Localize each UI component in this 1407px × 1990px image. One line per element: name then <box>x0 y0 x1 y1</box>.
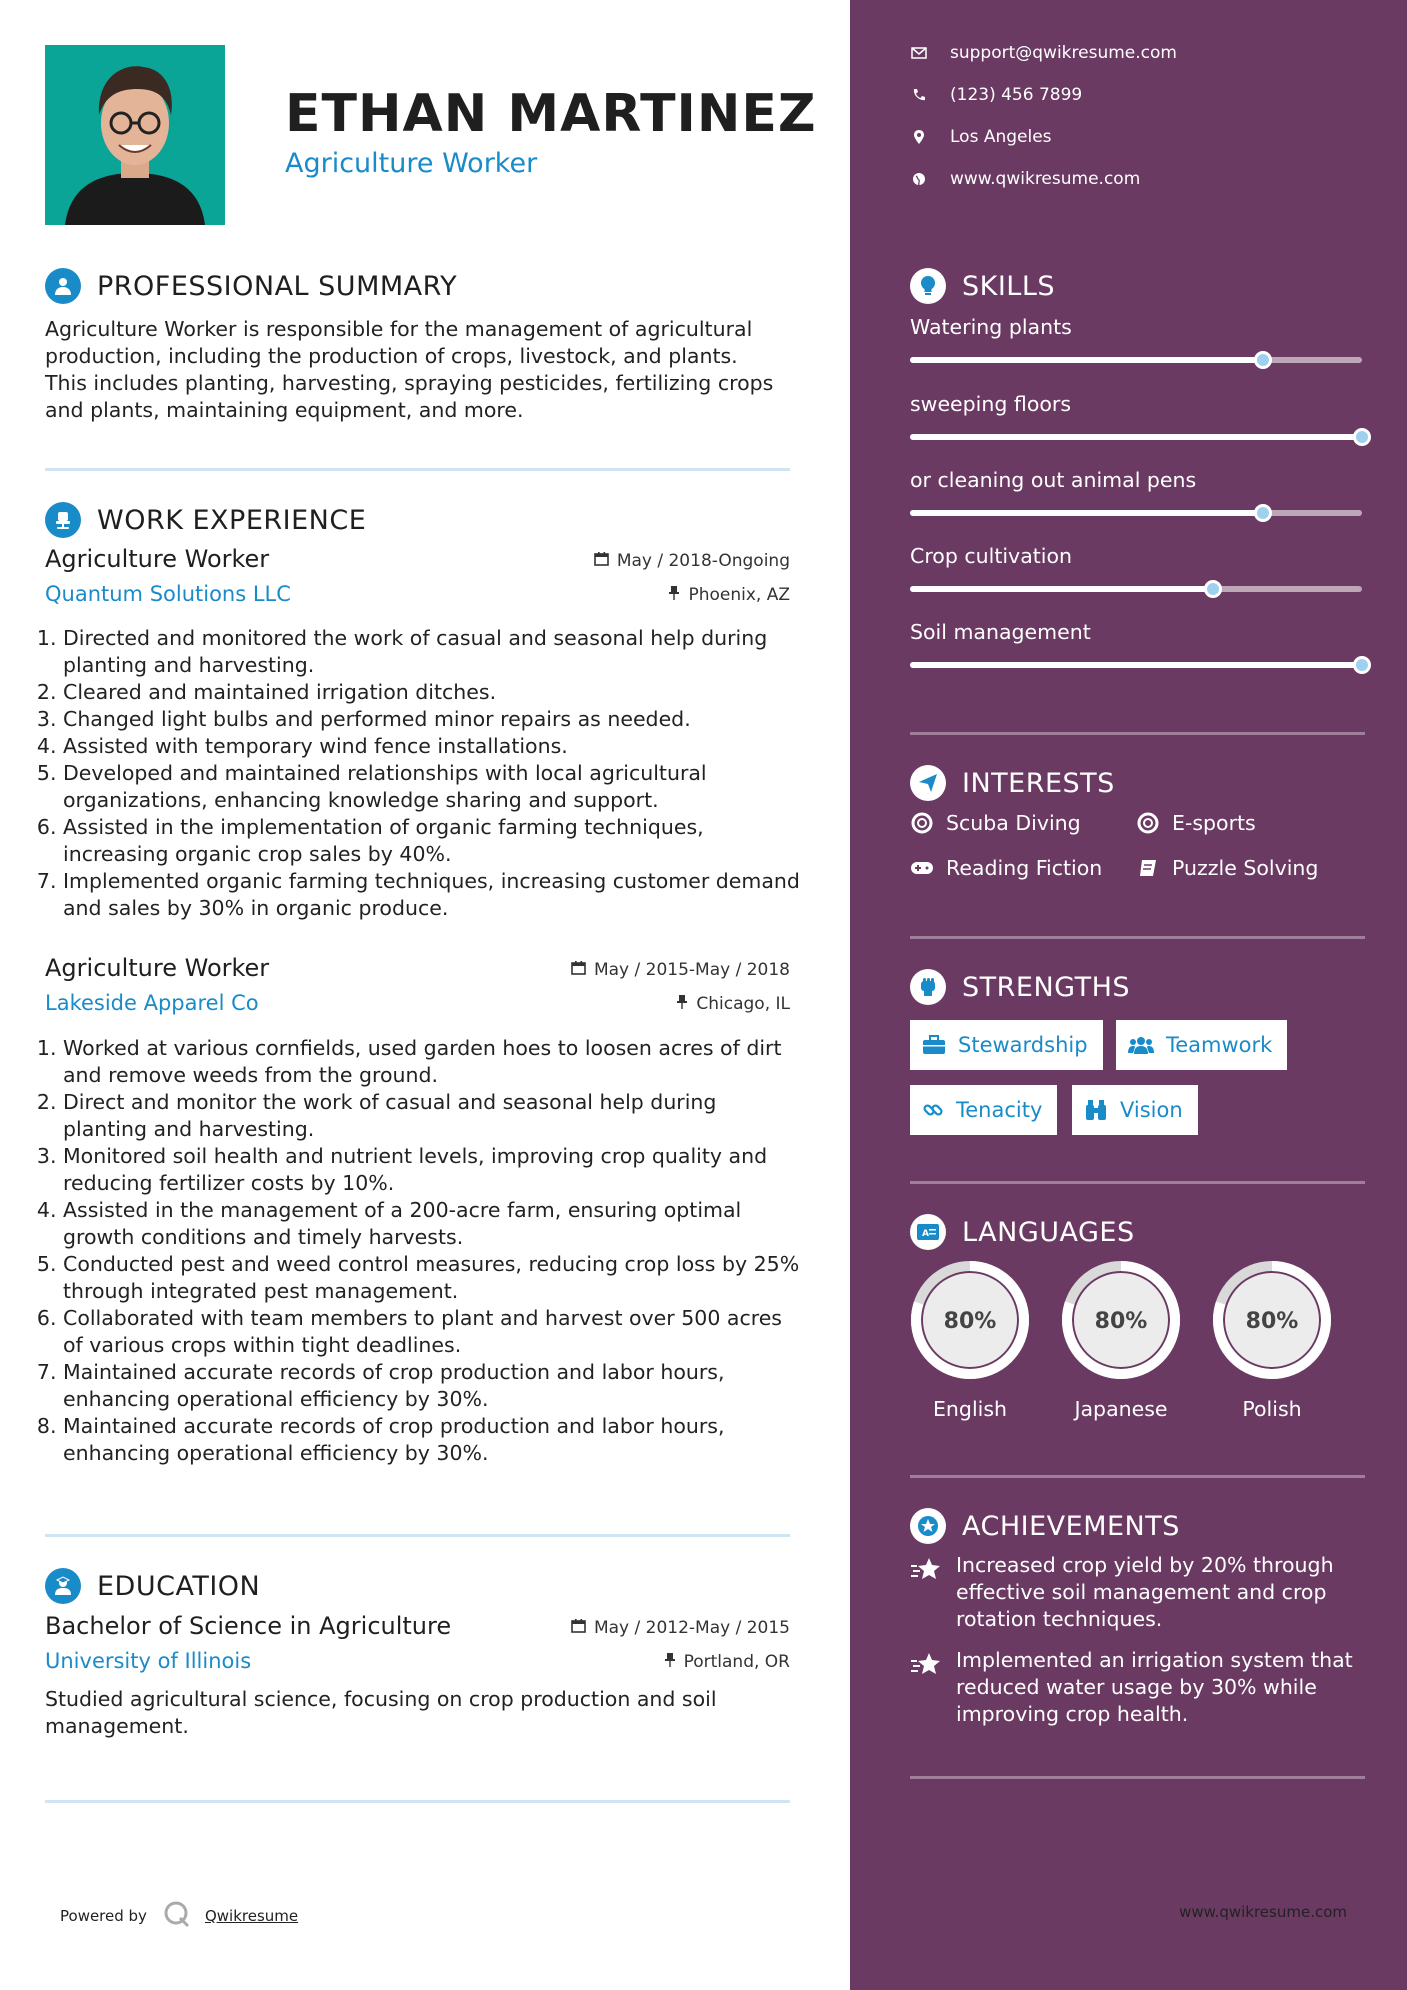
language-name: English <box>932 1397 1008 1421</box>
skill-bar-knob <box>1204 580 1222 598</box>
job-date <box>571 960 790 980</box>
phone-icon <box>910 88 928 102</box>
skill-bar-fill <box>910 357 1263 363</box>
powered-by-label: Powered by <box>60 1907 147 1925</box>
job-location-text: Chicago, IL <box>696 994 790 1014</box>
job-location <box>676 994 790 1014</box>
experience-heading: WORK EXPERIENCE <box>97 504 367 536</box>
interest-item <box>1136 856 1318 880</box>
book-icon <box>1136 858 1160 878</box>
skill-bar-knob <box>1353 656 1371 674</box>
education-date-text: May / 2012-May / 2015 <box>593 1618 790 1638</box>
list-item: 6. Collaborated with team members to plant and harvest over 500 acres of various crops within tight deadlines. <box>63 1305 805 1359</box>
list-item: 1. Directed and monitored the work of casual and seasonal help during planting and harvesting. <box>63 625 805 679</box>
list-item: 8. Maintained accurate records of crop production and labor hours, enhancing operational efficiency by 30%. <box>63 1413 805 1467</box>
contact-website-text[interactable]: www.qwikresume.com <box>950 169 1141 189</box>
office-chair-icon <box>45 502 81 538</box>
section-divider <box>45 1534 790 1537</box>
job-date <box>594 551 790 571</box>
languages-heading: LANGUAGES <box>962 1216 1135 1248</box>
job-date-text: May / 2015-May / 2018 <box>593 960 790 980</box>
contact-website <box>910 169 1140 189</box>
skill-bar <box>910 586 1362 592</box>
contact-email <box>910 43 1177 63</box>
achievement-item <box>910 1647 1370 1728</box>
list-item: 4. Assisted in the management of a 200-acre farm, ensuring optimal growth conditions and timely harvests. <box>63 1197 805 1251</box>
link-icon <box>922 1099 944 1121</box>
language-progress-ring <box>909 1259 1031 1381</box>
life-ring-icon <box>1136 812 1160 834</box>
section-divider <box>910 936 1365 939</box>
skill-bar <box>910 357 1362 363</box>
skill-name: or cleaning out animal pens <box>910 468 1197 492</box>
envelope-icon <box>910 47 928 59</box>
skill-bar-fill <box>910 510 1263 516</box>
svg-text:A: A <box>922 1229 929 1239</box>
list-item: 2. Direct and monitor the work of casual and seasonal help during planting and harvesting. <box>63 1089 805 1143</box>
list-item: 7. Maintained accurate records of crop production and labor hours, enhancing operational efficiency by 30%. <box>63 1359 805 1413</box>
job-date-text: May / 2018-Ongoing <box>616 551 790 571</box>
skill-name: sweeping floors <box>910 392 1072 416</box>
gamepad-icon <box>910 860 934 876</box>
interest-item <box>910 811 1081 835</box>
education-heading: EDUCATION <box>97 1570 261 1602</box>
strength-label: Tenacity <box>956 1098 1043 1122</box>
language-percent: 80% <box>1094 1309 1148 1334</box>
skills-header <box>910 266 1055 306</box>
strength-tag <box>1116 1020 1287 1070</box>
skill-bar <box>910 434 1362 440</box>
language-percent: 80% <box>1245 1309 1299 1334</box>
skills-heading: SKILLS <box>962 270 1056 302</box>
list-item: 3. Monitored soil health and nutrient levels, improving crop quality and reducing fertilizer costs by 10%. <box>63 1143 805 1197</box>
job-company: Quantum Solutions LLC <box>45 582 291 606</box>
pin-icon <box>668 585 680 605</box>
strength-label: Stewardship <box>958 1033 1088 1057</box>
qwikresume-logo-icon <box>163 1900 191 1932</box>
education-location-text: Portland, OR <box>683 1652 790 1672</box>
skill-item <box>910 544 1365 568</box>
strengths-heading: STRENGTHS <box>962 971 1131 1003</box>
achievement-text: Implemented an irrigation system that reduced water usage by 30% while improving crop health. <box>956 1648 1353 1726</box>
education-header <box>45 1566 260 1606</box>
strengths-header <box>910 967 1130 1007</box>
interest-label: E-sports <box>1172 811 1256 835</box>
shooting-star-icon <box>910 1647 942 1728</box>
list-item: 1. Worked at various cornfields, used garden hoes to loosen acres of dirt and remove weeds from the ground. <box>63 1035 805 1089</box>
education-date <box>571 1618 790 1638</box>
interests-header <box>910 763 1115 803</box>
graduate-icon <box>45 1568 81 1604</box>
strength-label: Vision <box>1120 1098 1183 1122</box>
candidate-title: Agriculture Worker <box>285 148 538 179</box>
list-item: 3. Changed light bulbs and performed minor repairs as needed. <box>63 706 805 733</box>
skill-item <box>910 315 1365 339</box>
job-bullets <box>45 1035 805 1467</box>
education-entry <box>45 1612 790 1752</box>
skill-item <box>910 392 1365 416</box>
section-divider <box>45 468 790 471</box>
candidate-name: ETHAN MARTINEZ <box>285 84 817 144</box>
job-location-text: Phoenix, AZ <box>688 585 790 605</box>
achievements-header <box>910 1506 1180 1546</box>
language-item <box>1211 1259 1333 1421</box>
interest-item <box>1136 811 1256 835</box>
profile-photo <box>45 45 225 225</box>
section-divider <box>910 1475 1365 1478</box>
skill-bar-knob <box>1254 504 1272 522</box>
interest-label: Puzzle Solving <box>1172 856 1319 880</box>
skill-name: Soil management <box>910 620 1091 644</box>
education-description: Studied agricultural science, focusing on crop production and soil management. <box>45 1687 717 1738</box>
contact-email-text[interactable]: support@qwikresume.com <box>950 43 1177 63</box>
calendar-icon <box>571 1618 586 1638</box>
life-ring-icon <box>910 812 934 834</box>
achievement-text: Increased crop yield by 20% through effective soil management and crop rotation techniques. <box>956 1553 1334 1631</box>
pin-icon <box>676 994 688 1014</box>
powered-by <box>60 1900 298 1932</box>
binoculars-icon <box>1084 1099 1108 1121</box>
job-entry <box>45 545 800 925</box>
skill-bar-fill <box>910 662 1362 668</box>
achievements-heading: ACHIEVEMENTS <box>962 1510 1180 1542</box>
summary-heading: PROFESSIONAL SUMMARY <box>97 270 458 302</box>
language-card-icon <box>910 1214 946 1250</box>
job-company: Lakeside Apparel Co <box>45 991 259 1015</box>
skill-item <box>910 620 1365 644</box>
school: University of Illinois <box>45 1649 252 1673</box>
skill-bar <box>910 662 1362 668</box>
language-progress-ring <box>1211 1259 1333 1381</box>
job-title: Agriculture Worker <box>45 954 270 982</box>
interest-item <box>910 856 1102 880</box>
section-divider <box>910 1181 1365 1184</box>
degree: Bachelor of Science in Agriculture <box>45 1612 452 1640</box>
list-item: 7. Implemented organic farming techniques, increasing customer demand and sales by 30% in organic produce. <box>63 868 805 922</box>
language-item <box>1060 1259 1182 1421</box>
section-divider <box>910 732 1365 735</box>
contact-phone-text: (123) 456 7899 <box>950 85 1083 105</box>
job-location <box>668 585 790 605</box>
shooting-star-icon <box>910 1552 942 1633</box>
interest-label: Reading Fiction <box>946 856 1103 880</box>
interests-heading: INTERESTS <box>962 767 1115 799</box>
qwikresume-link[interactable]: Qwikresume <box>204 1907 299 1925</box>
user-icon <box>45 268 81 304</box>
experience-header <box>45 500 366 540</box>
language-progress-ring <box>1060 1259 1182 1381</box>
languages-header <box>910 1212 1135 1252</box>
strength-tag <box>1072 1085 1198 1135</box>
language-percent: 80% <box>943 1309 997 1334</box>
list-item: 2. Cleared and maintained irrigation ditches. <box>63 679 805 706</box>
pin-icon <box>664 1652 676 1672</box>
section-divider <box>45 1800 790 1803</box>
footer-website[interactable]: www.qwikresume.com <box>1179 1903 1347 1921</box>
language-name: Japanese <box>1074 1397 1168 1421</box>
skill-bar-knob <box>1353 428 1371 446</box>
skill-name: Watering plants <box>910 315 1072 339</box>
calendar-icon <box>571 960 586 980</box>
list-item: 5. Developed and maintained relationships with local agricultural organizations, enhancing knowledge sharing and support. <box>63 760 805 814</box>
list-item: 6. Assisted in the implementation of organic farming techniques, increasing organic crop sales by 40%. <box>63 814 805 868</box>
map-marker-icon <box>910 130 928 144</box>
fist-icon <box>910 969 946 1005</box>
job-bullets <box>45 625 805 922</box>
contact-location-text: Los Angeles <box>950 127 1052 147</box>
skill-item <box>910 468 1365 492</box>
skill-bar <box>910 510 1362 516</box>
education-location <box>664 1652 790 1672</box>
strength-tag <box>910 1085 1057 1135</box>
skill-bar-fill <box>910 434 1362 440</box>
contact-location <box>910 127 1052 147</box>
job-entry <box>45 954 800 1474</box>
globe-icon <box>910 172 928 186</box>
star-badge-icon <box>910 1508 946 1544</box>
skill-bar-knob <box>1254 351 1272 369</box>
job-title: Agriculture Worker <box>45 545 270 573</box>
language-name: Polish <box>1242 1397 1302 1421</box>
section-divider <box>910 1776 1365 1779</box>
list-item: 5. Conducted pest and weed control measures, reducing crop loss by 25% through integrated pest management. <box>63 1251 805 1305</box>
calendar-icon <box>594 551 609 571</box>
skill-bar-fill <box>910 586 1213 592</box>
strength-label: Teamwork <box>1166 1033 1273 1057</box>
paper-plane-icon <box>910 765 946 801</box>
briefcase-icon <box>922 1035 946 1055</box>
users-icon <box>1128 1035 1154 1055</box>
list-item: 4. Assisted with temporary wind fence installations. <box>63 733 805 760</box>
strength-tag <box>910 1020 1103 1070</box>
skill-name: Crop cultivation <box>910 544 1073 568</box>
contact-phone <box>910 85 1082 105</box>
summary-header <box>45 266 457 306</box>
lightbulb-icon <box>910 268 946 304</box>
language-item <box>909 1259 1031 1421</box>
sidebar <box>850 0 1407 1990</box>
summary-text: Agriculture Worker is responsible for the management of agricultural production, including the production of crops, livestock, and plants. This includes planting, harvesting, spraying pesticides, fertilizing crops and plants, maintaining equipment, and more. <box>45 317 774 422</box>
interest-label: Scuba Diving <box>946 811 1081 835</box>
achievement-item <box>910 1552 1370 1633</box>
